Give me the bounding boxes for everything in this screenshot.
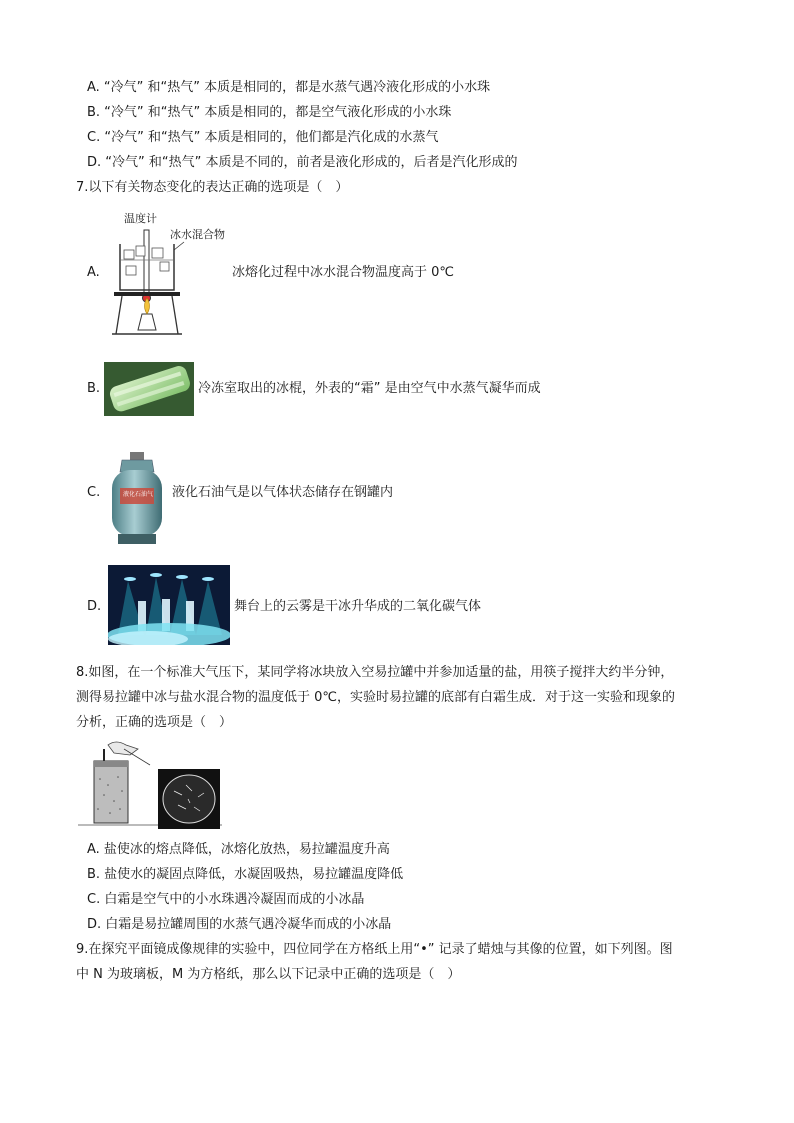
- q9-stem-line-1: 9.在探究平面镜成像规律的实验中，四位同学在方格纸上用“•” 记录了蜡烛与其像的位置，如下列图。图: [76, 942, 673, 957]
- q8-option-a: A. 盐使冰的熔点降低，冰熔化放热，易拉罐温度升高: [87, 842, 390, 857]
- q7-option-b-label: B.: [87, 381, 101, 396]
- q7-option-a-text: 冰熔化过程中冰水混合物温度高于 0℃: [232, 265, 455, 280]
- thermometer-beaker-figure: [108, 210, 234, 340]
- q8-stem-line-2: 测得易拉罐中冰与盐水混合物的温度低于 0℃，实验时易拉罐的底部有白霜生成．对于这一实验和现象的: [76, 690, 676, 705]
- q6-option-b: B. “冷气” 和“热气” 本质是相同的，都是空气液化形成的小水珠: [87, 105, 452, 120]
- popsicle-photo: [104, 362, 194, 416]
- thermometer-label: 温度计: [124, 212, 157, 225]
- q7-option-c-label: C.: [87, 485, 101, 500]
- q7-option-a-label: A.: [87, 265, 100, 280]
- q6-option-a: A. “冷气” 和“热气” 本质是相同的，都是水蒸气遇冷液化形成的小水珠: [87, 80, 491, 95]
- ice-water-mixture-label: 冰水混合物: [170, 228, 225, 241]
- q7-option-d-label: D.: [87, 599, 102, 614]
- cylinder-lettering: 液化石油气: [123, 491, 154, 498]
- q8-stem-line-1: 8.如图，在一个标准大气压下，某同学将冰块放入空易拉罐中并参加适量的盐，用筷子搅拌大约半分钟，: [76, 665, 674, 680]
- can-frost-figure: [78, 739, 222, 831]
- popsicle-icon: [104, 362, 194, 416]
- q7-option-c-text: 液化石油气是以气体状态储存在钢罐内: [172, 485, 394, 500]
- q8-option-d: D. 白霜是易拉罐周围的水蒸气遇冷凝华而成的小冰晶: [87, 917, 392, 932]
- q9-stem-line-2: 中 N 为玻璃板，M 为方格纸，那么以下记录中正确的选项是（ ）: [76, 967, 461, 982]
- q7-option-d-text: 舞台上的云雾是干冰升华成的二氧化碳气体: [234, 599, 482, 614]
- q8-option-c: C. 白霜是空气中的小水珠遇冷凝固而成的小冰晶: [87, 892, 365, 907]
- stage-fog-photo: [108, 565, 230, 645]
- can-and-frost-illustration: [78, 739, 222, 831]
- q7-stem: 7.以下有关物态变化的表达正确的选项是（ ）: [76, 180, 349, 195]
- q8-stem-line-3: 分析，正确的选项是（ ）: [76, 715, 233, 730]
- q6-option-d: D. “冷气” 和“热气” 本质是不同的，前者是液化形成的，后者是汽化形成的: [87, 155, 518, 170]
- q6-option-c: C. “冷气” 和“热气” 本质是相同的，他们都是汽化成的水蒸气: [87, 130, 439, 145]
- q7-option-b-text: 冷冻室取出的冰棍，外表的“霜” 是由空气中水蒸气凝华而成: [198, 381, 541, 396]
- stage-fog-icon: [108, 565, 230, 645]
- q8-option-b: B. 盐使水的凝固点降低，水凝固吸热，易拉罐温度降低: [87, 867, 404, 882]
- lpg-cylinder-photo: [106, 450, 168, 546]
